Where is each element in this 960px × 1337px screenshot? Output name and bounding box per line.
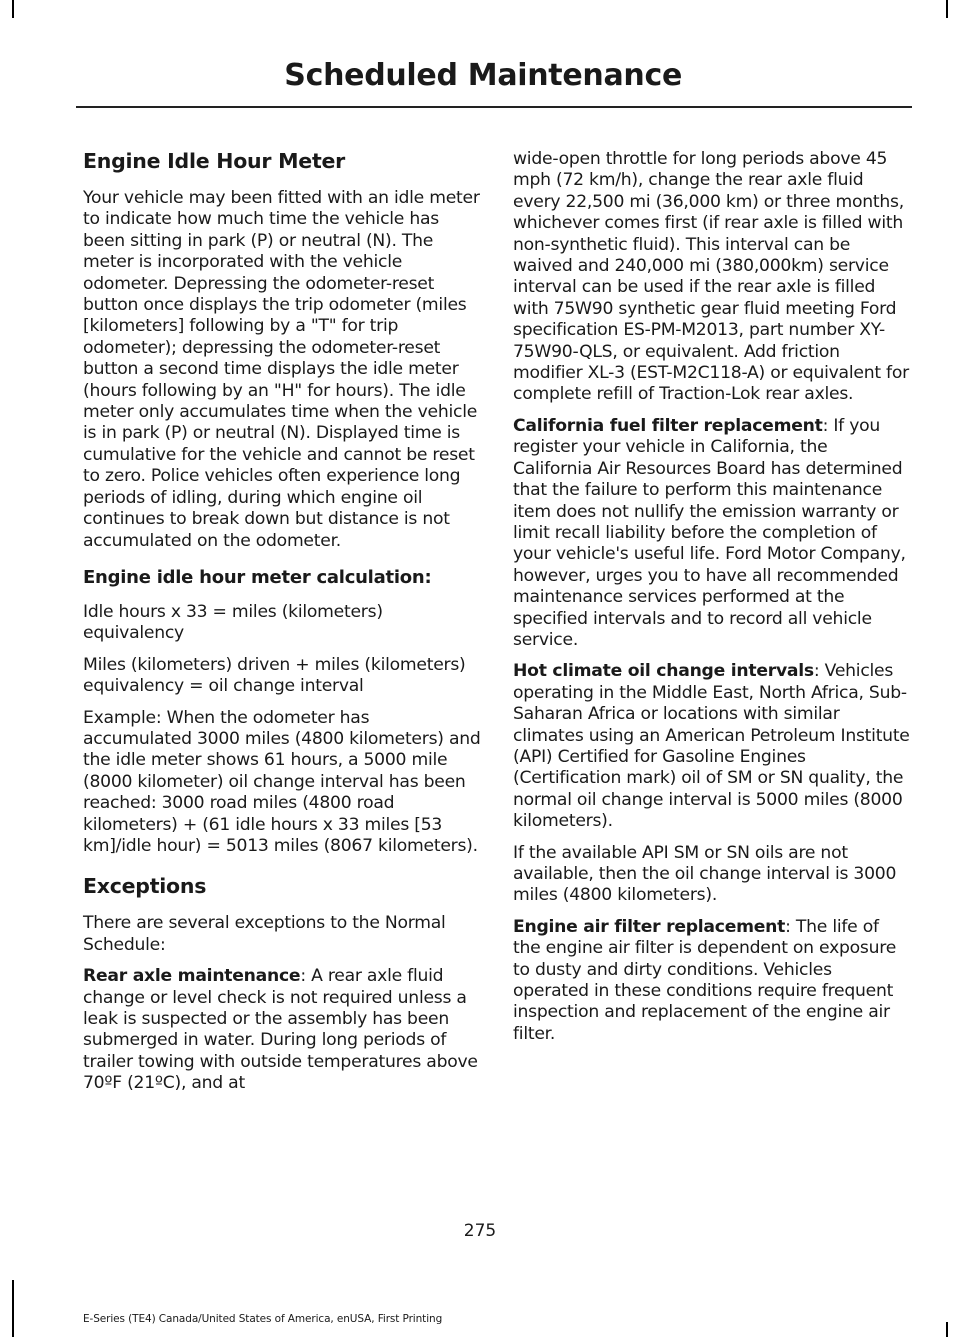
engine-idle-heading: Engine Idle Hour Meter	[83, 149, 346, 173]
hot-climate-label: Hot climate oil change intervals	[513, 661, 814, 682]
example-paragraph: Example: When the odometer has accumulated 3000 miles (4800 kilometers) and the idle meter shows 61 hours, a 5000 mile (8000 kilometer) oil change interval has been reached: 3000 road miles (4800 road kilometers) + (61 idle hours x 33 miles [53 km]/idle hour) = 5013 miles (8067 kilometers).	[83, 707, 481, 856]
api-paragraph: If the available API SM or SN oils are not available, then the oil change interval is 3000 miles (4800 kilometers).	[513, 842, 897, 906]
exceptions-intro: There are several exceptions to the Normal Schedule:	[83, 913, 446, 955]
rear-axle-paragraph	[83, 966, 481, 1094]
header-divider	[76, 106, 912, 108]
engine-idle-paragraph: Your vehicle may been fitted with an idle meter to indicate how much time the vehicle has been sitting in park (P) or neutral (N). The meter is incorporated with the vehicle odometer. Depressing the odometer-reset button once displays the trip odometer (miles [kilometers] following by a "T" for trip odometer); depressing the odometer-reset button a second time displays the idle meter (hours following by an "H" for hours). The idle meter only accumulates time when the vehicle is in park (P) or neutral (N). Displayed time is cumulative for the vehicle and cannot be reset to zero. Police vehicles often experience long periods of idling, during which engine oil continues to break down but distance is not accumulated on the odometer.	[83, 188, 480, 551]
crop-mark-top-right	[946, 0, 948, 18]
air-filter-text: : The life of the engine air filter is dependent on exposure to dusty and dirty conditions. Vehicles operated in these conditions require frequent inspection and replacement of the engine air filter.	[513, 916, 897, 1044]
page-number: 275	[463, 1221, 497, 1241]
calculation-heading: Engine idle hour meter calculation:	[83, 566, 432, 588]
hot-climate-text: : Vehicles operating in the Middle East, North Africa, Sub-Saharan Africa or locations with similar climates using an American Petroleum Institute (API) Certified for Gasoline Engines (Certification mark) oil of SM or SN quality, the normal oil change interval is 5000 miles (8000 kilometers).	[513, 661, 910, 832]
crop-mark-bottom-right	[946, 1322, 948, 1337]
rear-axle-continued: wide-open throttle for long periods above 45 mph (72 km/h), change the rear axle fluid every 22,500 mi (36,000 km) or three months, whichever comes first (if rear axle is filled with non-synthetic fluid). This interval can be waived and 240,000 mi (380,000km) service interval can be used if the rear axle is filled with 75W90 synthetic gear fluid meeting Ford specification ES-PM-M2013, part number XY-75W90-QLS, or equivalent. Add friction modifier XL-3 (EST-M2C118-A) or equivalent for complete refill of Traction-Lok rear axles.	[513, 149, 909, 405]
air-filter-paragraph	[513, 917, 911, 1045]
air-filter-label: Engine air filter replacement	[513, 916, 786, 937]
hot-climate-paragraph	[513, 661, 911, 832]
exceptions-heading: Exceptions	[83, 874, 207, 899]
crop-mark-bottom-left	[12, 1280, 14, 1337]
calculation-line-2: Miles (kilometers) driven + miles (kilometers) equivalency = oil change interval	[83, 654, 466, 697]
california-label: California fuel filter replacement	[513, 415, 823, 436]
footer-text: E-Series (TE4) Canada/United States of America, enUSA, First Printing	[83, 1313, 443, 1325]
rear-axle-text: : A rear axle fluid change or level check is not required unless a leak is suspected or the assembly has been submerged in water. During long periods of trailer towing with outside temperatures above 70ºF (21ºC), and at	[83, 966, 478, 1094]
california-text: : If you register your vehicle in California, the California Air Resources Board has determined that the failure to perform this maintenance item does not nullify the emission warranty or limit recall liability before the completion of your vehicle's useful life. Ford Motor Company, however, urges you to have all recommended maintenance services performed at the specified intervals and to record all vehicle service.	[513, 415, 906, 650]
crop-mark-top-left	[12, 0, 14, 18]
page-title: Scheduled Maintenance	[284, 58, 682, 93]
left-column	[83, 144, 481, 1105]
calculation-line-1: Idle hours x 33 = miles (kilometers) equivalency	[83, 601, 383, 644]
right-column	[513, 149, 911, 1055]
rear-axle-label: Rear axle maintenance	[83, 966, 301, 987]
california-paragraph	[513, 416, 911, 651]
